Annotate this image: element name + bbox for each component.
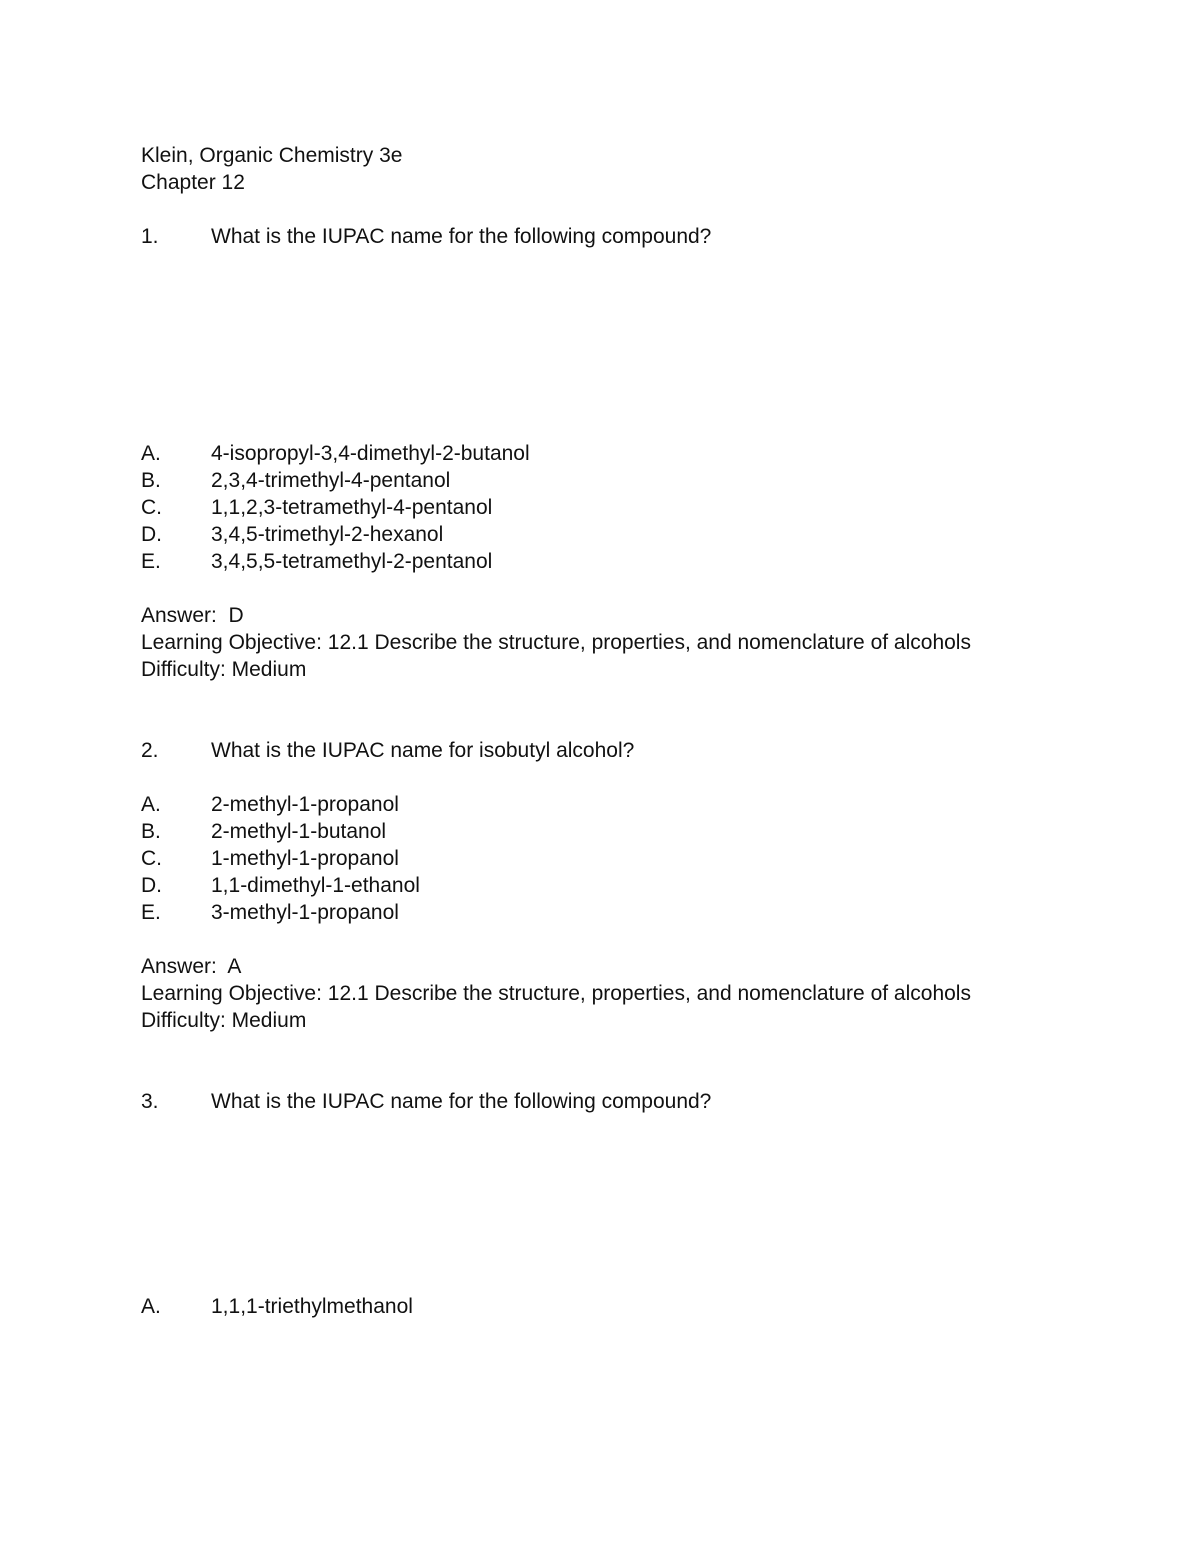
option-text: 1,1,2,3-tetramethyl-4-pentanol bbox=[211, 496, 493, 519]
option-letter: A. bbox=[141, 442, 161, 465]
question-number: 2. bbox=[141, 739, 159, 762]
question-metadata bbox=[141, 953, 1058, 1034]
option-a bbox=[141, 440, 1058, 467]
option-text: 1-methyl-1-propanol bbox=[211, 847, 399, 870]
question-1 bbox=[141, 223, 1058, 683]
option-letter: E. bbox=[141, 550, 161, 573]
option-d bbox=[141, 521, 1058, 548]
document-header bbox=[141, 142, 1058, 196]
question-stem bbox=[141, 223, 1058, 250]
question-number: 1. bbox=[141, 225, 159, 248]
answer-options bbox=[141, 440, 1058, 575]
option-letter: A. bbox=[141, 793, 161, 816]
option-letter: C. bbox=[141, 847, 162, 870]
difficulty-level: Difficulty: Medium bbox=[141, 658, 307, 681]
answer-options bbox=[141, 791, 1058, 926]
question-number: 3. bbox=[141, 1090, 159, 1113]
compound-structure-image bbox=[141, 276, 396, 416]
option-c bbox=[141, 845, 1058, 872]
difficulty-level: Difficulty: Medium bbox=[141, 1009, 307, 1032]
question-text: What is the IUPAC name for the following compound? bbox=[211, 225, 712, 248]
question-2 bbox=[141, 737, 1058, 1034]
option-text: 2,3,4-trimethyl-4-pentanol bbox=[211, 469, 451, 492]
option-d bbox=[141, 872, 1058, 899]
option-letter: A. bbox=[141, 1295, 161, 1318]
option-letter: D. bbox=[141, 874, 162, 897]
option-text: 4-isopropyl-3,4-dimethyl-2-butanol bbox=[211, 442, 530, 465]
learning-objective: Learning Objective: 12.1 Describe the structure, properties, and nomenclature of alcohols bbox=[141, 982, 971, 1005]
option-b bbox=[141, 467, 1058, 494]
question-3 bbox=[141, 1088, 1058, 1320]
option-letter: B. bbox=[141, 820, 161, 843]
option-text: 1,1,1-triethylmethanol bbox=[211, 1295, 413, 1318]
compound-structure-image bbox=[141, 1141, 361, 1271]
question-separator bbox=[141, 1034, 1058, 1088]
option-letter: C. bbox=[141, 496, 162, 519]
question-stem bbox=[141, 737, 1058, 764]
question-stem bbox=[141, 1088, 1058, 1115]
option-text: 2-methyl-1-butanol bbox=[211, 820, 387, 843]
answer-options bbox=[141, 1293, 1058, 1320]
option-text: 3-methyl-1-propanol bbox=[211, 901, 399, 924]
learning-objective: Learning Objective: 12.1 Describe the structure, properties, and nomenclature of alcohols bbox=[141, 631, 971, 654]
question-text: What is the IUPAC name for isobutyl alcohol? bbox=[211, 739, 635, 762]
option-b bbox=[141, 818, 1058, 845]
option-text: 1,1-dimethyl-1-ethanol bbox=[211, 874, 420, 897]
answer-key: Answer: A bbox=[141, 955, 242, 978]
option-a bbox=[141, 1293, 1058, 1320]
option-letter: B. bbox=[141, 469, 161, 492]
option-text: 3,4,5-trimethyl-2-hexanol bbox=[211, 523, 444, 546]
answer-key: Answer: D bbox=[141, 604, 244, 627]
option-letter: E. bbox=[141, 901, 161, 924]
question-gap bbox=[141, 764, 1058, 791]
question-text: What is the IUPAC name for the following compound? bbox=[211, 1090, 712, 1113]
option-letter: D. bbox=[141, 523, 162, 546]
chapter-label: Chapter 12 bbox=[141, 171, 245, 194]
option-text: 2-methyl-1-propanol bbox=[211, 793, 399, 816]
option-text: 3,4,5,5-tetramethyl-2-pentanol bbox=[211, 550, 493, 573]
option-a bbox=[141, 791, 1058, 818]
question-metadata bbox=[141, 602, 1058, 683]
option-e bbox=[141, 899, 1058, 926]
book-title: Klein, Organic Chemistry 3e bbox=[141, 144, 403, 167]
document-page bbox=[141, 142, 1058, 1320]
option-c bbox=[141, 494, 1058, 521]
question-separator bbox=[141, 683, 1058, 737]
option-e bbox=[141, 548, 1058, 575]
